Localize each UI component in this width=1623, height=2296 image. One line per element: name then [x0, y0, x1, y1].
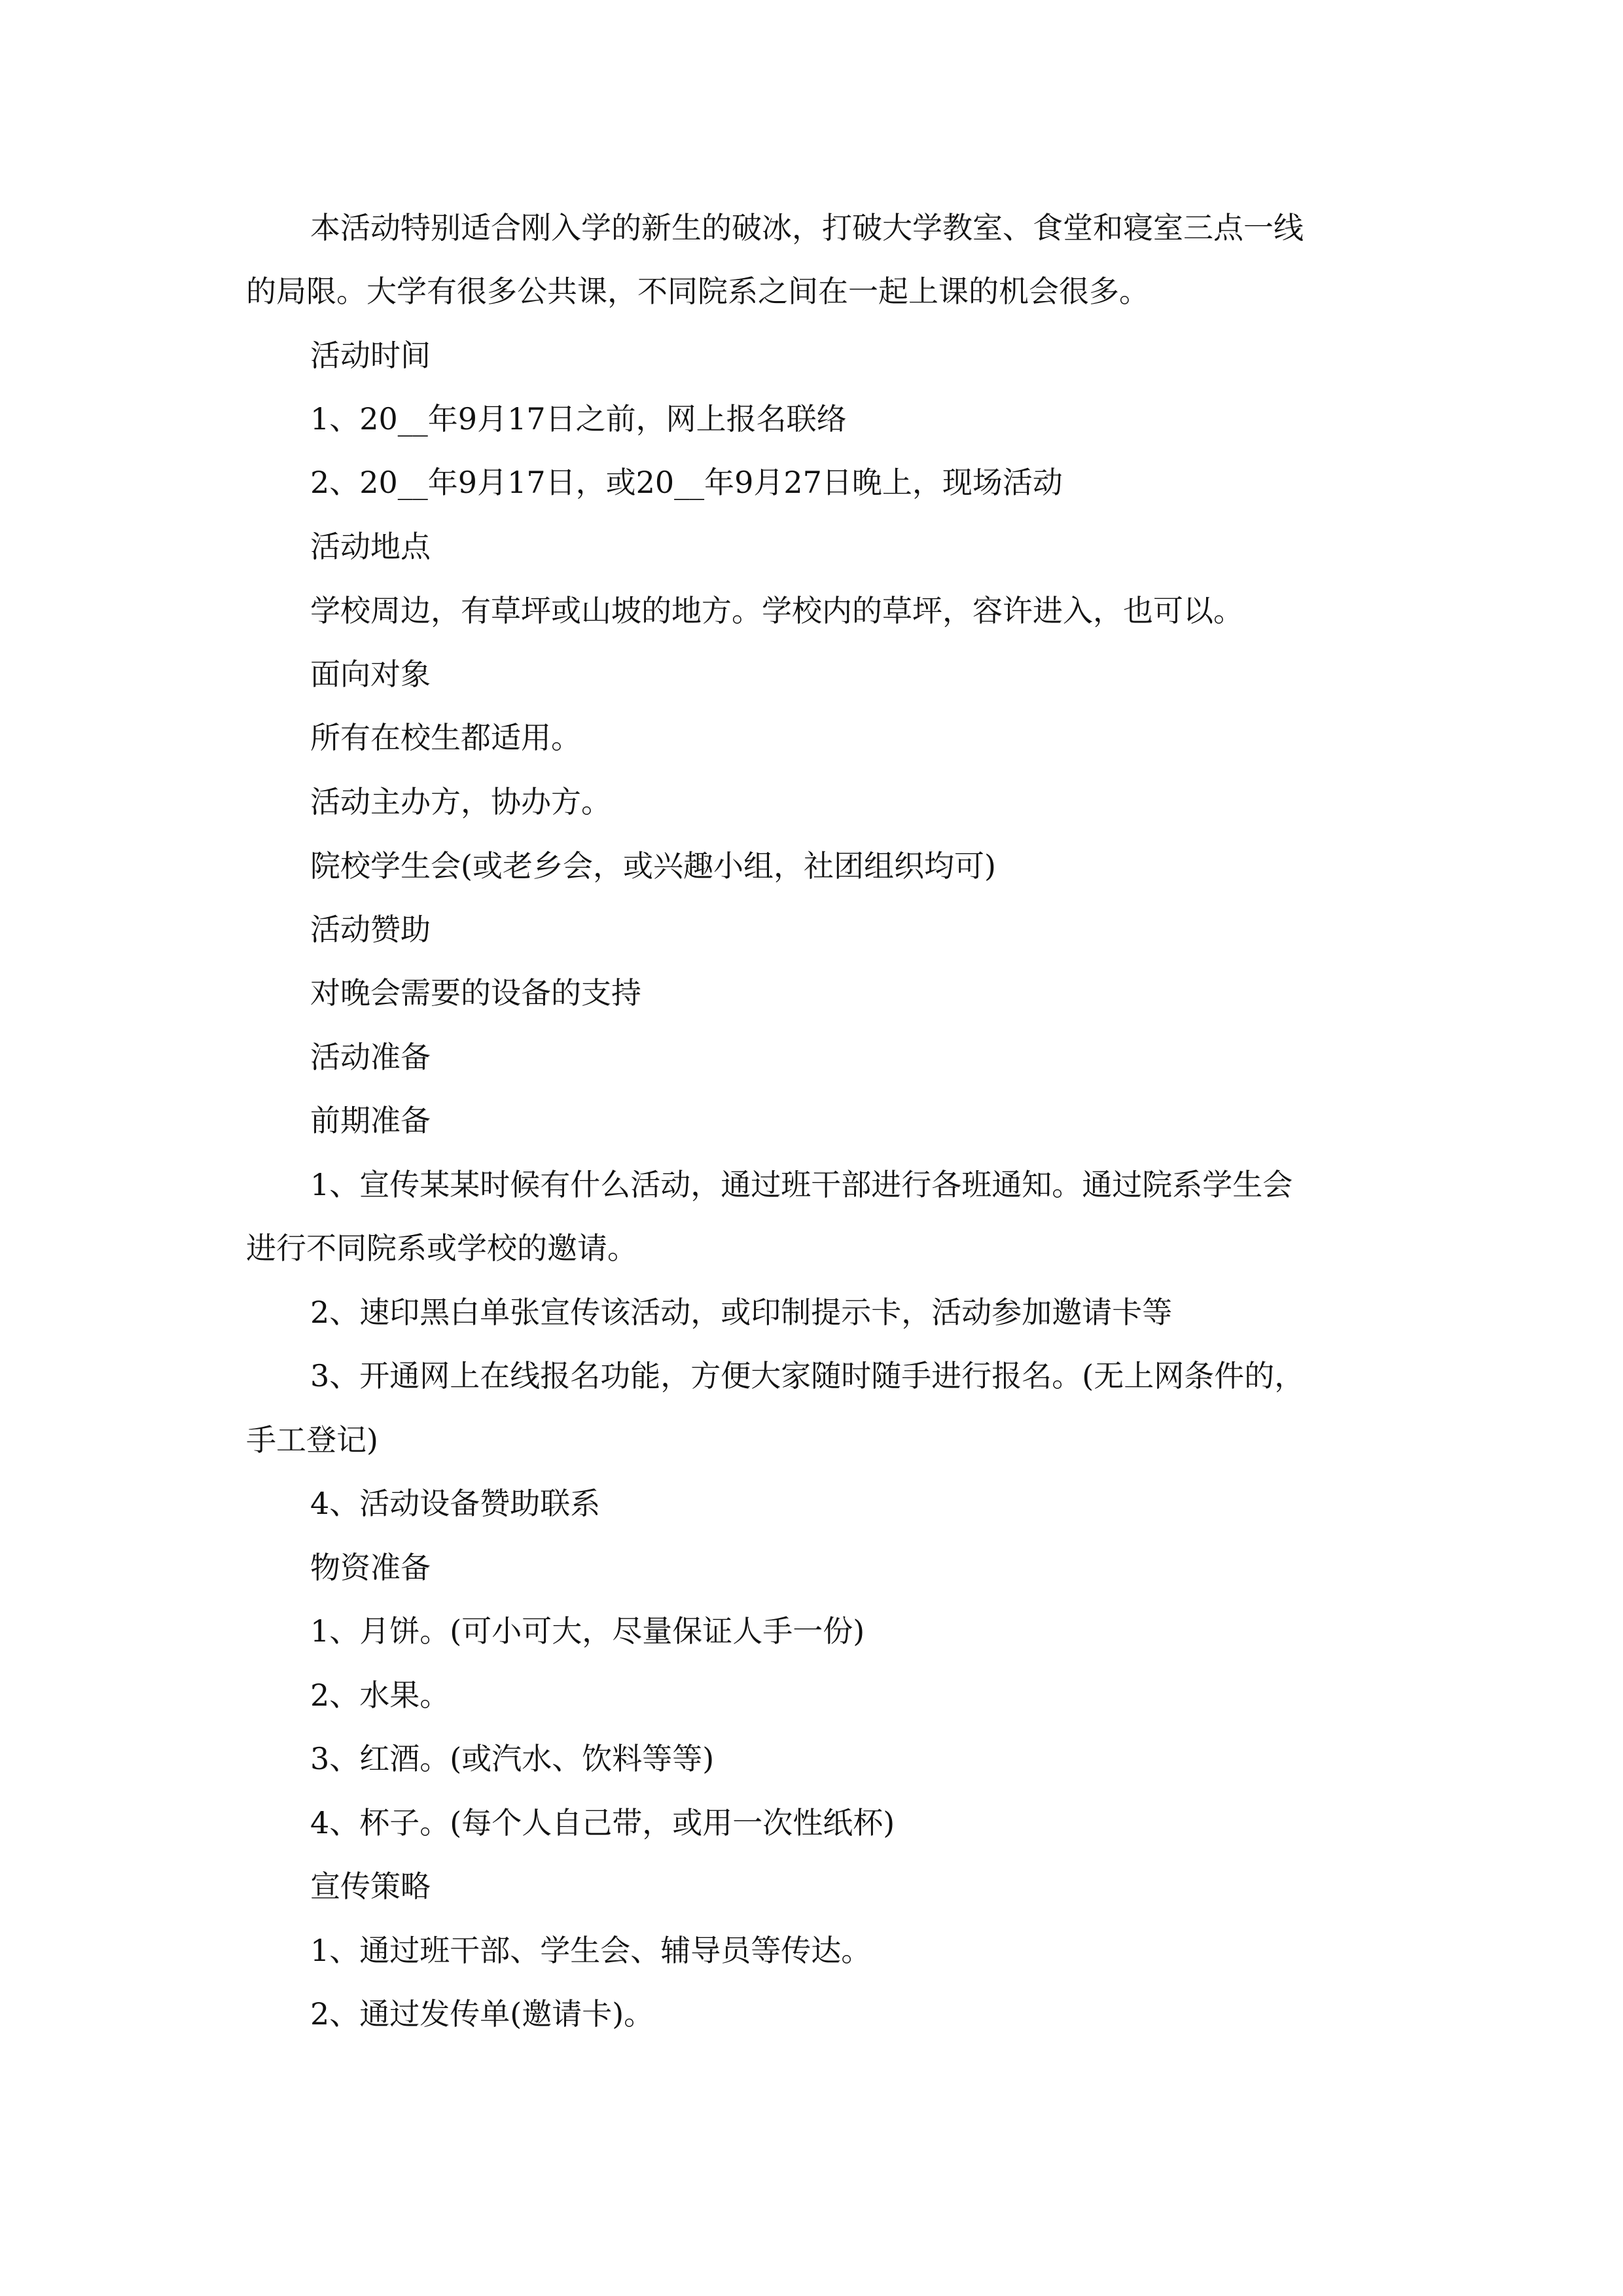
heading-material-preparation: 物资准备: [310, 1550, 431, 1585]
heading-activity-preparation: 活动准备: [310, 1039, 431, 1075]
list-item-material-3: 3、红酒。(或汽水、饮料等等): [310, 1741, 715, 1776]
paragraph-organizers: 院校学生会(或老乡会，或兴趣小组，社团组织均可): [310, 848, 996, 884]
paragraph-target-audience: 所有在校生都适用。: [310, 720, 581, 755]
list-item-material-1: 1、月饼。(可小可大，尽量保证人手一份): [310, 1613, 865, 1649]
heading-activity-location: 活动地点: [310, 529, 431, 564]
list-item-prep-3-line-2: 手工登记): [246, 1422, 378, 1458]
paragraph-intro-line-2: 的局限。大学有很多公共课，不同院系之间在一起上课的机会很多。: [246, 274, 1149, 309]
list-item-time-1: 1、20__年9月17日之前，网上报名联络: [310, 401, 847, 437]
heading-target-audience: 面向对象: [310, 656, 431, 692]
paragraph-sponsorship: 对晚会需要的设备的支持: [310, 975, 641, 1011]
list-item-material-4: 4、杯子。(每个人自己带，或用一次性纸杯): [310, 1805, 895, 1840]
list-item-time-2: 2、20__年9月17日，或20__年9月27日晚上，现场活动: [310, 465, 1063, 500]
heading-activity-time: 活动时间: [310, 338, 431, 373]
paragraph-intro-line-1: 本活动特别适合刚入学的新生的破冰，打破大学教室、食堂和寝室三点一线: [310, 210, 1304, 245]
heading-organizers: 活动主办方，协办方。: [310, 784, 611, 819]
list-item-prep-1-line-1: 1、宣传某某时候有什么活动，通过班干部进行各班通知。通过院系学生会: [310, 1167, 1293, 1202]
list-item-prep-2: 2、速印黑白单张宣传该活动，或印制提示卡，活动参加邀请卡等: [310, 1295, 1173, 1330]
list-item-promotion-1: 1、通过班干部、学生会、辅导员等传达。: [310, 1933, 872, 1968]
heading-early-preparation: 前期准备: [310, 1103, 431, 1138]
heading-sponsorship: 活动赞助: [310, 912, 431, 947]
list-item-promotion-2: 2、通过发传单(邀请卡)。: [310, 1996, 654, 2032]
list-item-prep-4: 4、活动设备赞助联系: [310, 1486, 601, 1521]
list-item-material-2: 2、水果。: [310, 1677, 450, 1713]
list-item-prep-3-line-1: 3、开通网上在线报名功能，方便大家随时随手进行报名。(无上网条件的，: [310, 1358, 1305, 1393]
paragraph-location: 学校周边，有草坪或山坡的地方。学校内的草坪，容许进入，也可以。: [310, 593, 1243, 628]
list-item-prep-1-line-2: 进行不同院系或学校的邀请。: [246, 1230, 637, 1266]
heading-promotion-strategy: 宣传策略: [310, 1869, 431, 1904]
